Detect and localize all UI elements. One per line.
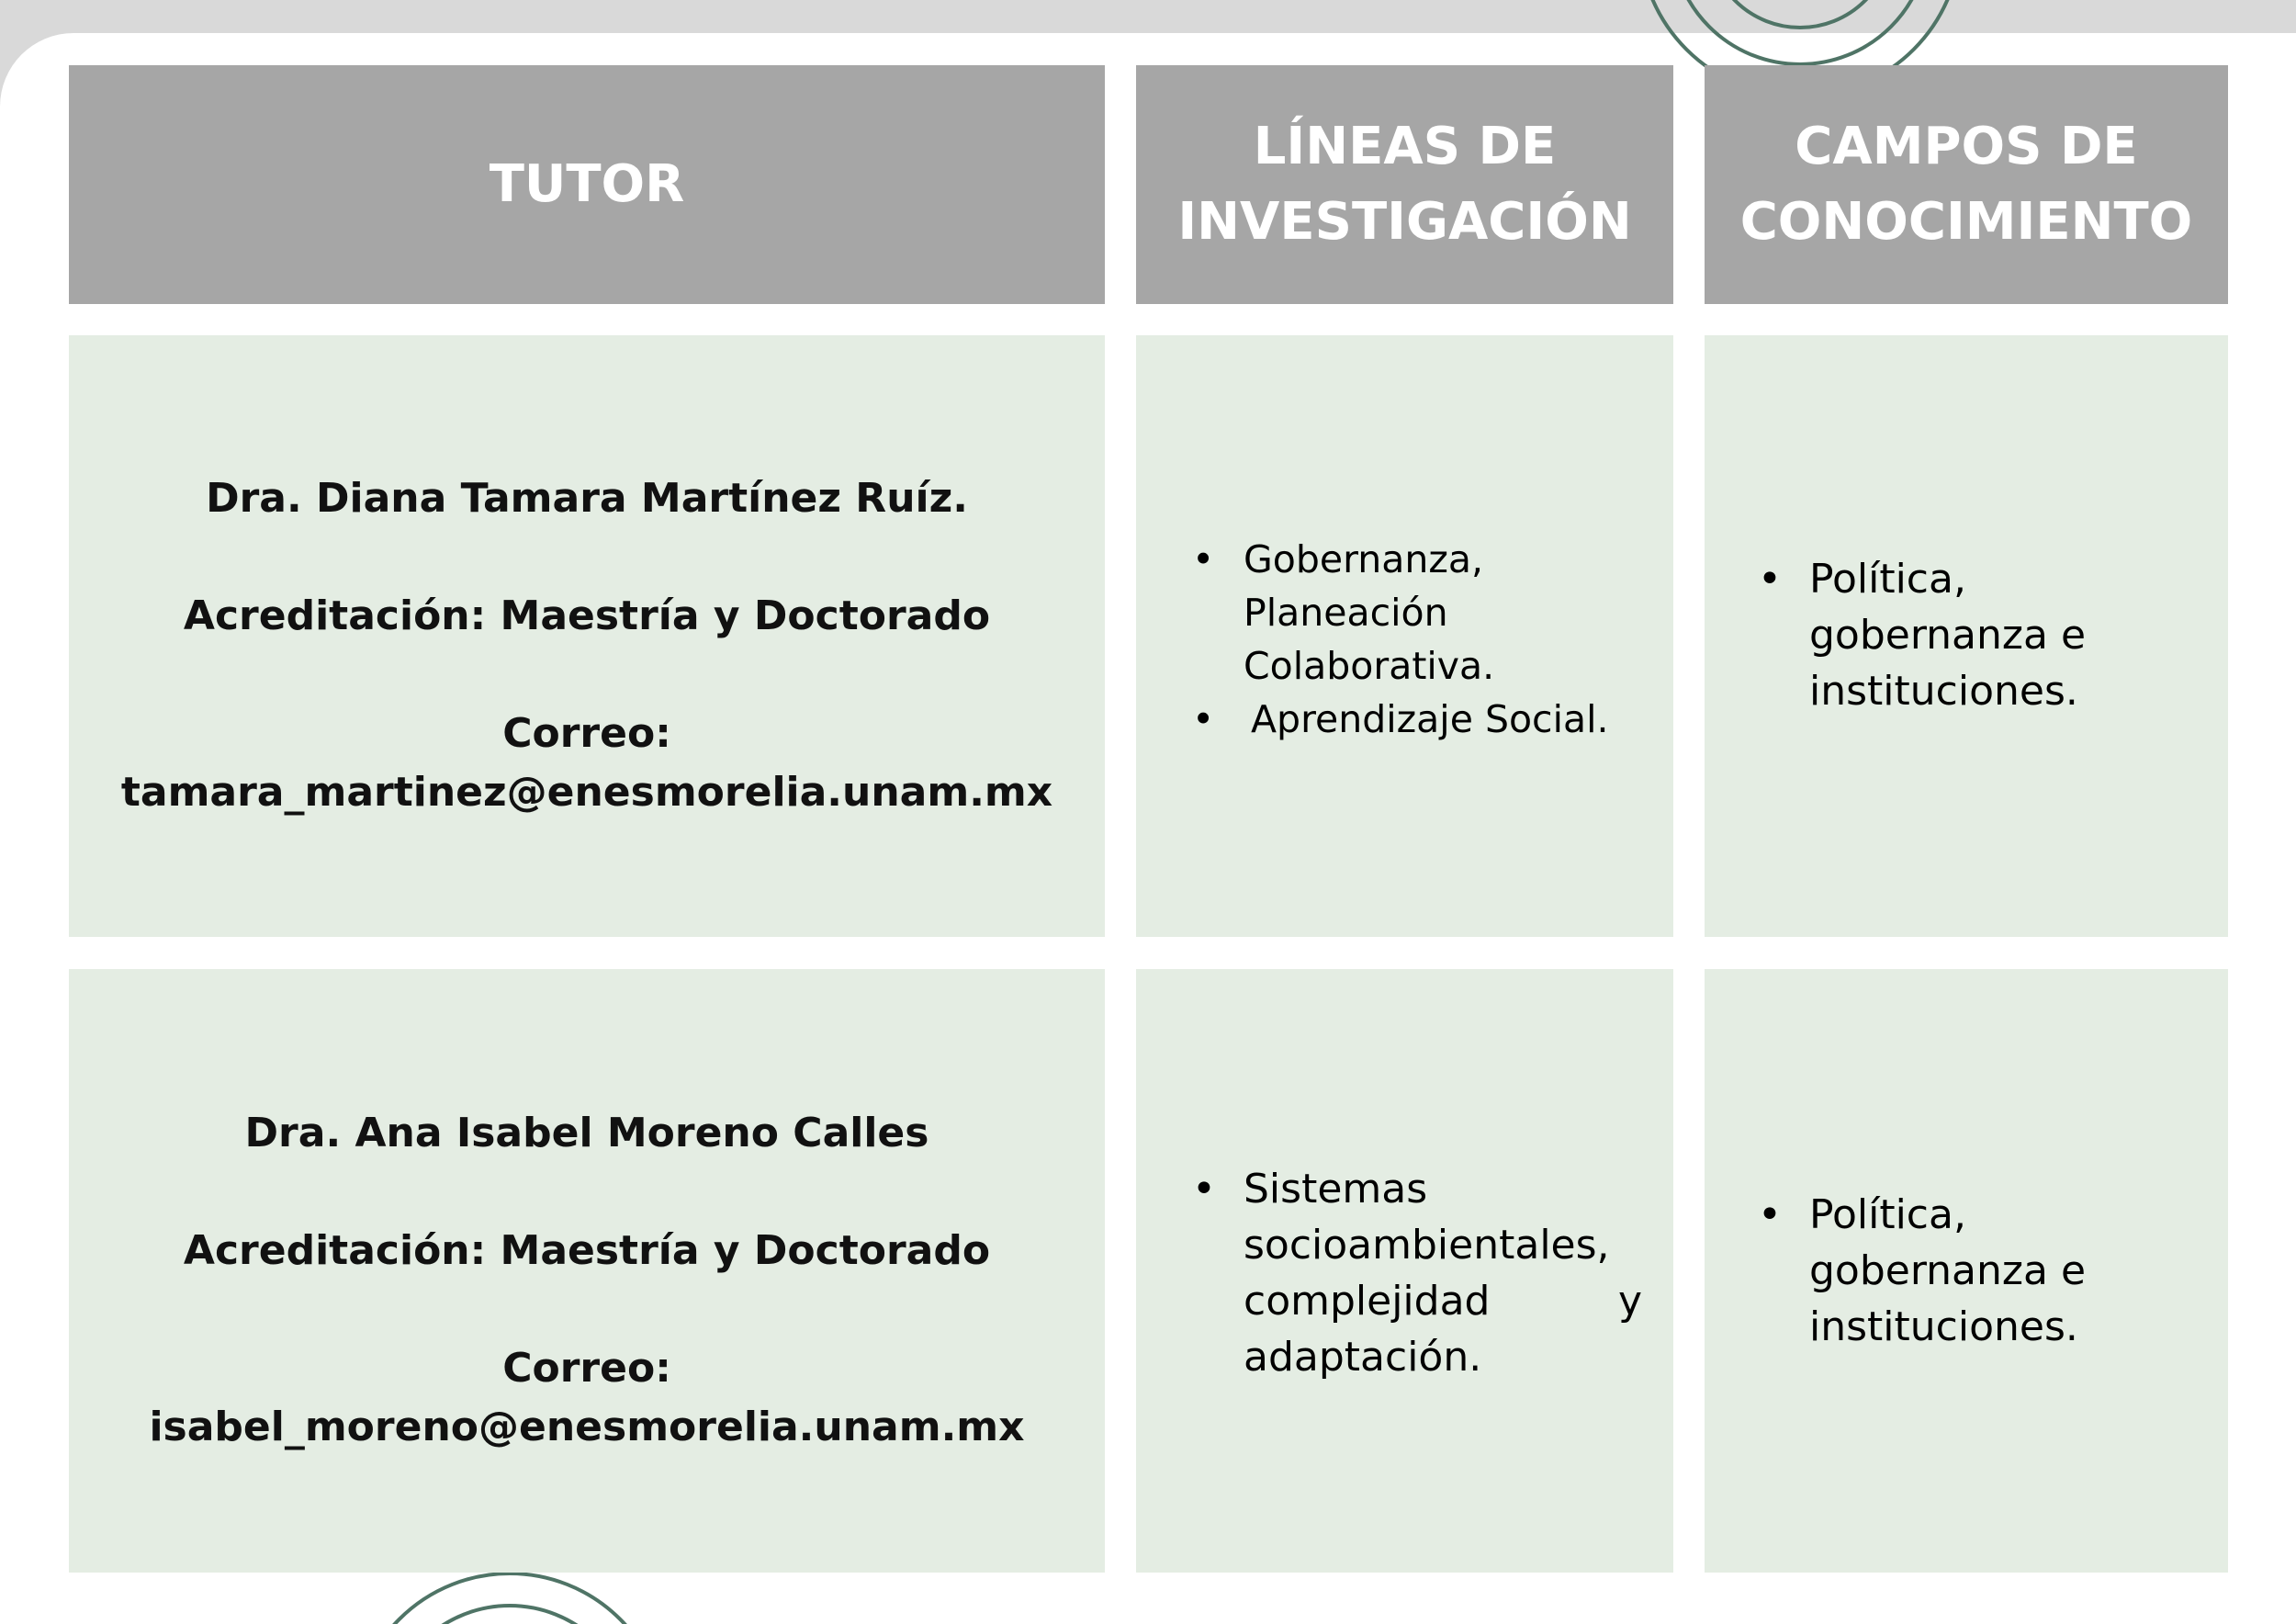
header-campos-line-2: CONOCIMIENTO — [1739, 192, 2193, 252]
table-row-1-lineas-list — [1192, 533, 1624, 746]
list-item: • Sistemas socioambientales, complejidad y adaptación. — [1192, 1161, 1642, 1385]
tutor-email: isabel_moreno@enesmorelia.unam.mx — [149, 1403, 1025, 1450]
tutor-email-label: Correo: — [502, 709, 671, 757]
tutor-email-label: Correo: — [502, 1344, 671, 1392]
tutor-accreditation: Acreditación: Maestría y Doctorado — [183, 592, 991, 639]
list-item: • Política, gobernanza e instituciones. — [1758, 1187, 2162, 1355]
table-row-2-campos-list — [1758, 1187, 2162, 1355]
tutor-accreditation: Acreditación: Maestría y Doctorado — [183, 1226, 991, 1274]
table-row-2-lineas-list — [1192, 1161, 1642, 1385]
header-lineas-line-1: LÍNEAS DE — [1253, 117, 1557, 176]
list-item: • Política, gobernanza e instituciones. — [1758, 551, 2162, 719]
table-row-1-campos-list — [1758, 551, 2162, 719]
tutor-name: Dra. Diana Tamara Martínez Ruíz. — [206, 474, 968, 522]
tutor-name: Dra. Ana Isabel Moreno Calles — [244, 1109, 929, 1156]
list-item: • Gobernanza, Planeación Colaborativa. — [1192, 533, 1624, 693]
header-tutor — [69, 65, 1105, 304]
header-lineas-line-2: INVESTIGACIÓN — [1177, 192, 1632, 252]
table-row-1-tutor-cell — [69, 335, 1105, 937]
tutor-email: tamara_martinez@enesmorelia.unam.mx — [120, 768, 1053, 816]
header-lineas — [1136, 65, 1673, 304]
header-campos-line-1: CAMPOS DE — [1795, 117, 2138, 176]
header-campos — [1705, 65, 2228, 304]
header-tutor-label: TUTOR — [489, 154, 685, 214]
concentric-circles-decoration-bottom — [354, 1569, 666, 1624]
list-item: • Aprendizaje Social. — [1192, 693, 1624, 746]
table-row-2-tutor-cell — [69, 969, 1105, 1573]
